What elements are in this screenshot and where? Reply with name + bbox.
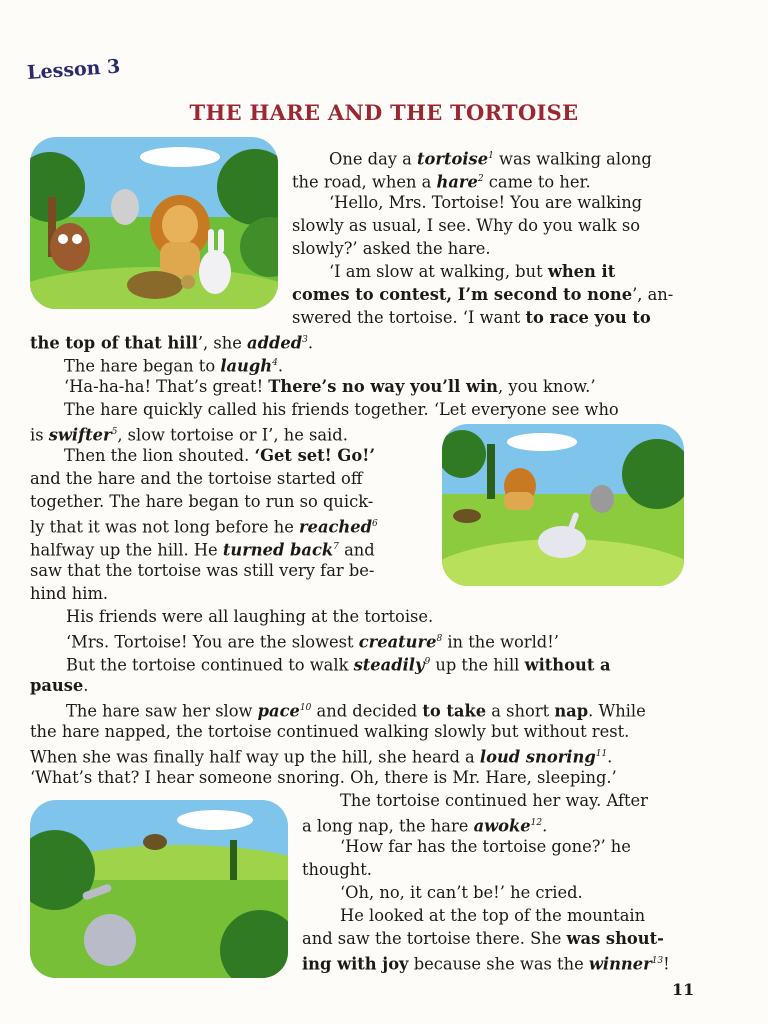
story-line: The hare began to laugh$^4$. (64, 356, 284, 376)
story-line: comes to contest, I’m second to none’, an- (292, 285, 674, 304)
illustration-hare-awake (30, 800, 288, 978)
story-line: hind him. (30, 584, 109, 603)
illustration-race-start (442, 424, 684, 586)
story-line: pause. (30, 676, 89, 695)
lesson-label: Lesson 3 (26, 55, 121, 84)
story-line: slowly?’ asked the hare. (292, 239, 491, 258)
story-line: ‘Oh, no, it can’t be!’ he cried. (340, 883, 583, 902)
story-line: thought. (302, 860, 372, 879)
story-line: ‘I am slow at walking, but when it (329, 262, 616, 281)
story-line: The hare quickly called his friends together. ‘Let everyone see who (64, 400, 619, 419)
illustration-animals-gathering (30, 137, 278, 309)
story-line: and the hare and the tortoise started off (30, 469, 363, 488)
story-line: and saw the tortoise there. She was shout- (302, 929, 664, 948)
story-line: together. The hare began to run so quick- (30, 492, 374, 511)
story-line: slowly as usual, I see. Why do you walk so (292, 216, 640, 235)
story-line: ‘What’s that? I hear someone snoring. Oh, there is Mr. Hare, sleeping.’ (30, 768, 617, 787)
story-line: is swifter$^5$, slow tortoise or I’, he said. (30, 425, 348, 445)
story-line: ly that it was not long before he reached$^6$ (30, 517, 378, 537)
page-title: THE HARE AND THE TORTOISE (189, 100, 579, 125)
story-line: But the tortoise continued to walk steadily$^9$ up the hill without a (66, 655, 611, 675)
story-line: the top of that hill’, she added$^3$. (30, 333, 314, 353)
page-number: 11 (672, 980, 695, 999)
story-line: One day a tortoise$^1$ was walking along (329, 149, 652, 169)
story-line: Then the lion shouted. ‘Get set! Go!’ (64, 446, 376, 465)
story-line: the road, when a hare$^2$ came to her. (292, 172, 591, 192)
story-line: swered the tortoise. ‘I want to race you to (292, 308, 651, 327)
story-line: He looked at the top of the mountain (340, 906, 646, 925)
story-line: The tortoise continued her way. After (340, 791, 648, 810)
story-line: saw that the tortoise was still very far be- (30, 561, 375, 580)
story-line: His friends were all laughing at the tortoise. (66, 607, 434, 626)
story-line: ing with joy because she was the winner$^{13}$! (302, 954, 670, 974)
story-line: ‘Mrs. Tortoise! You are the slowest creature$^8$ in the world!’ (66, 632, 559, 652)
story-line: the hare napped, the tortoise continued walking slowly but without rest. (30, 722, 630, 741)
story-line: ‘Ha-ha-ha! That’s great! There’s no way you’ll win, you know.’ (64, 377, 596, 396)
story-line: ‘How far has the tortoise gone?’ he (340, 837, 631, 856)
story-line: ‘Hello, Mrs. Tortoise! You are walking (329, 193, 643, 212)
story-line: a long nap, the hare awoke$^{12}$. (302, 816, 548, 836)
story-line: halfway up the hill. He turned back$^7$ and (30, 540, 375, 560)
story-line: The hare saw her slow pace$^{10}$ and decided to take a short nap. While (66, 701, 646, 721)
story-line: When she was finally half way up the hill, she heard a loud snoring$^{11}$. (30, 747, 613, 767)
